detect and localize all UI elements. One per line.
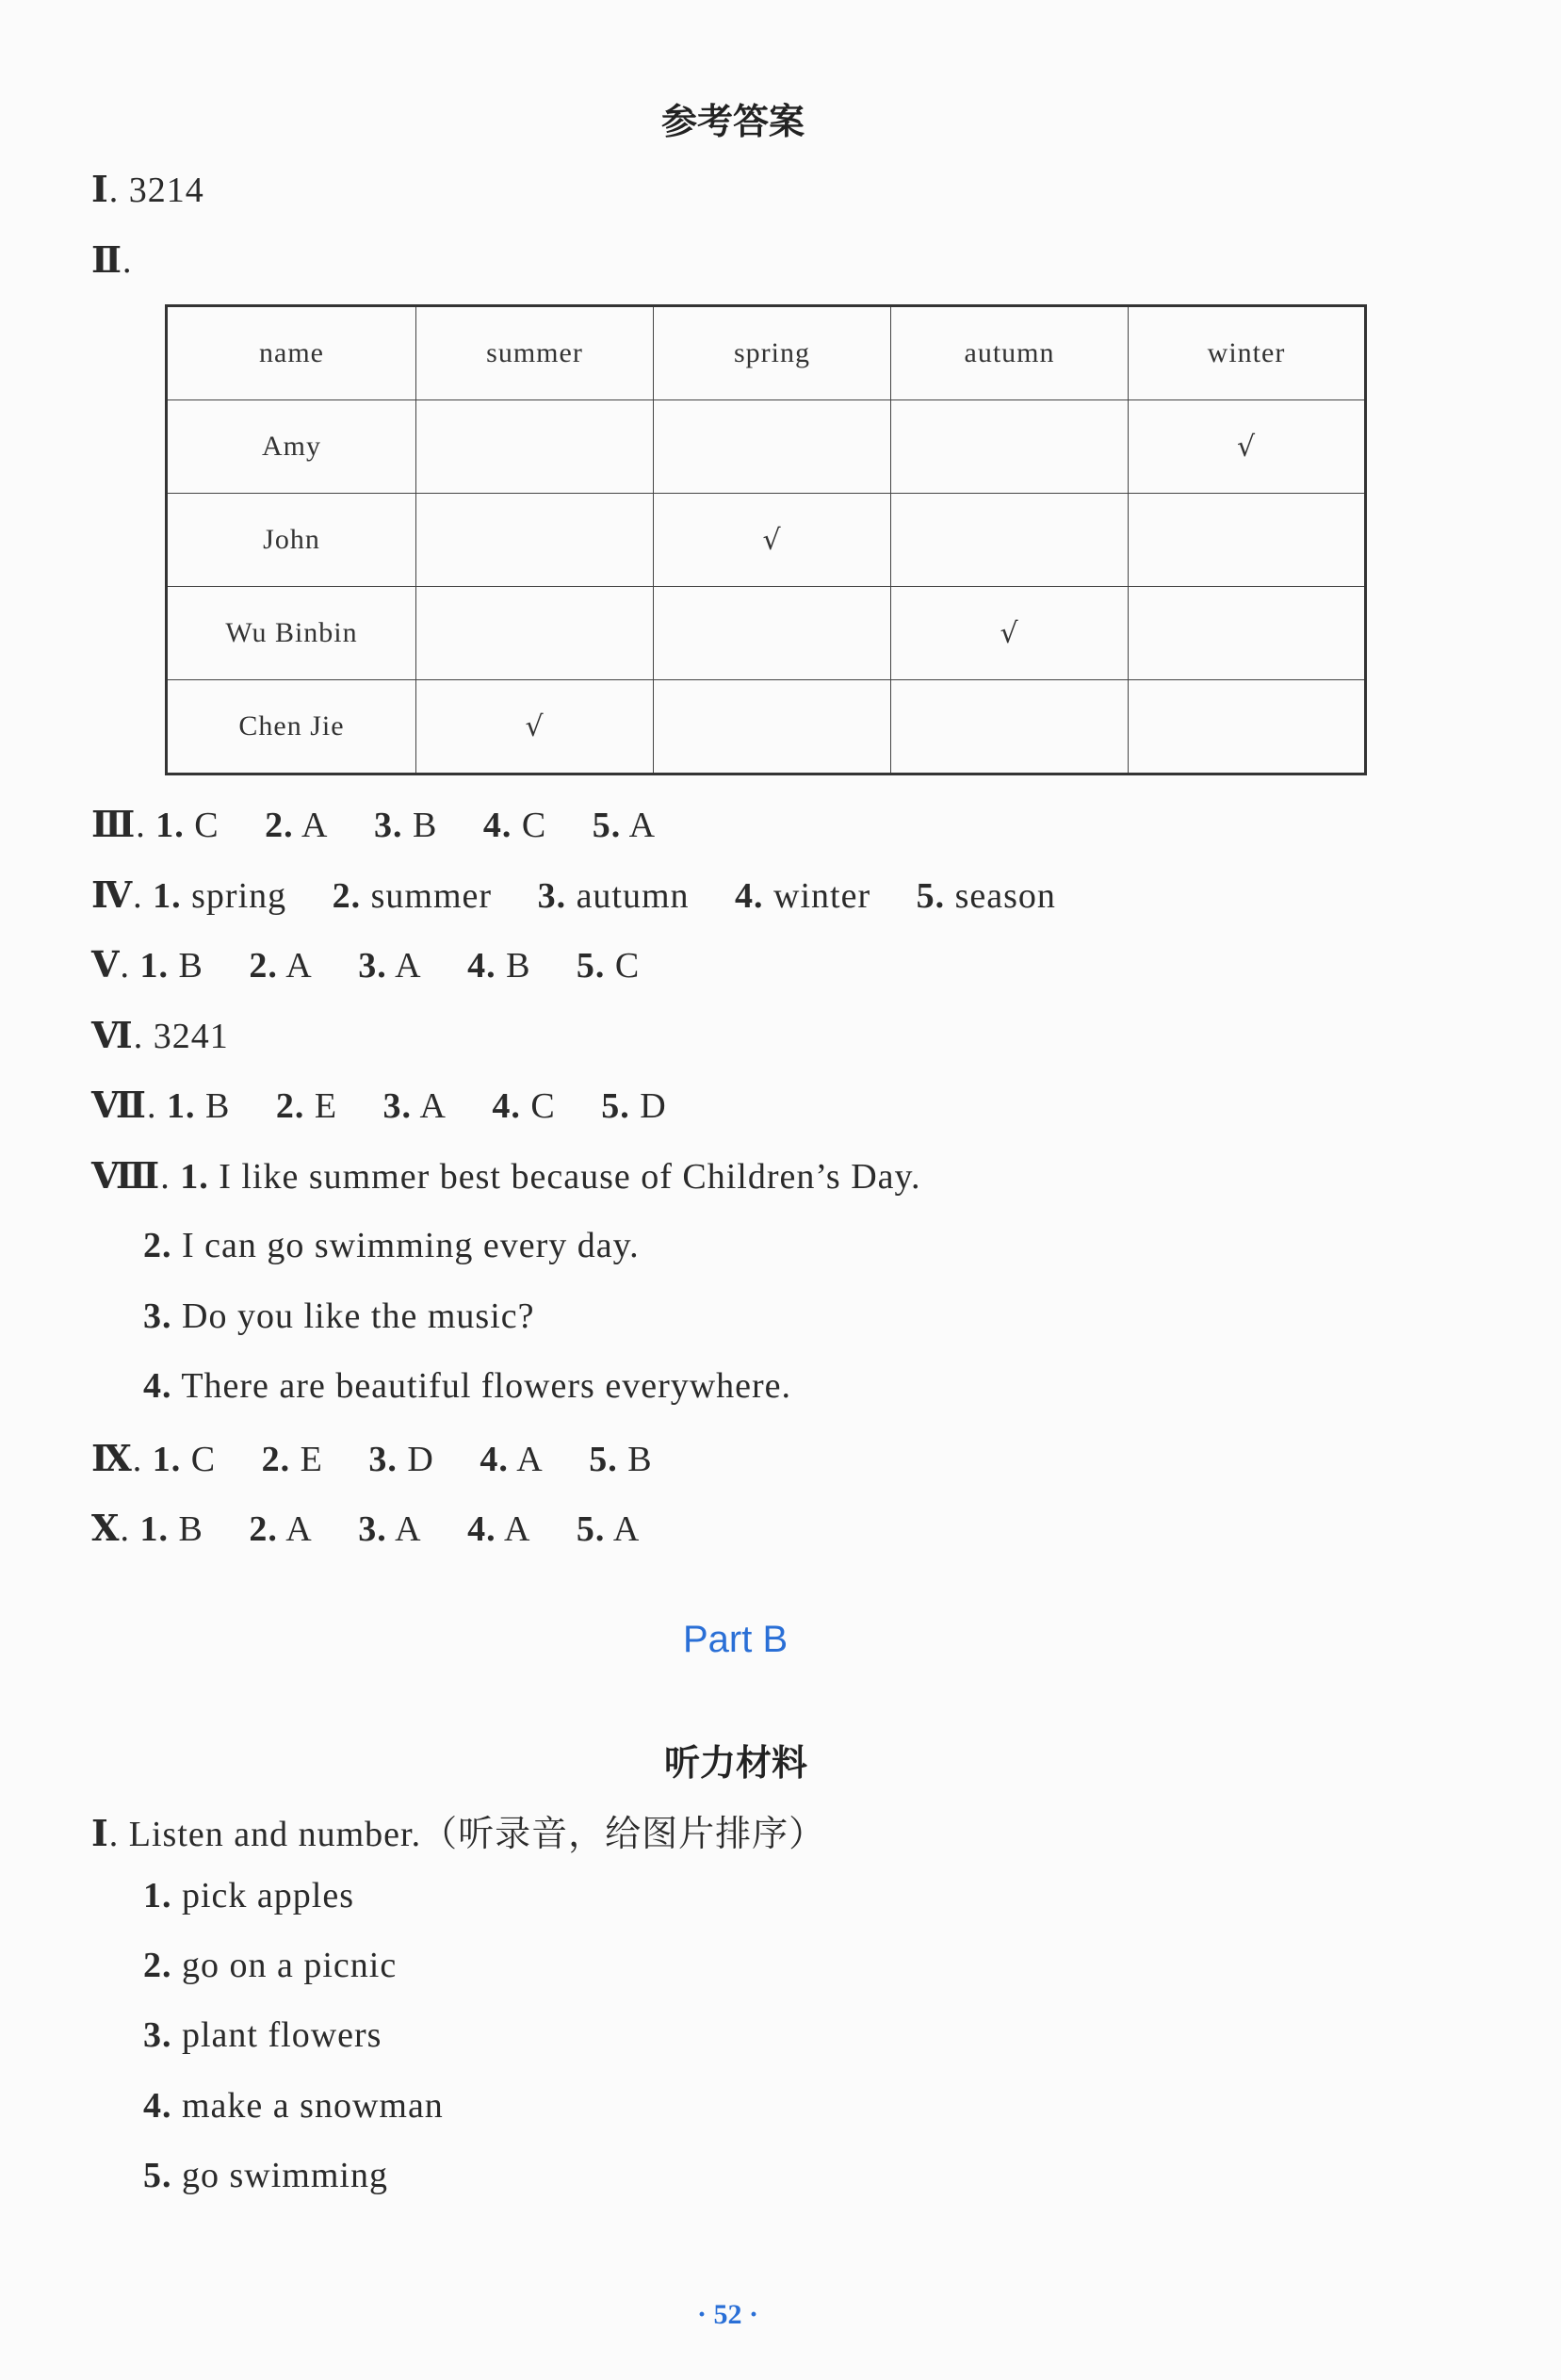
table-cell-name: Chen Jie bbox=[167, 680, 416, 774]
table-cell bbox=[891, 400, 1129, 494]
section-numeral: Ⅶ bbox=[91, 1084, 147, 1126]
section-numeral: Ⅴ bbox=[91, 943, 121, 986]
table-header: spring bbox=[654, 306, 891, 400]
sentence-text: I like summer best because of Children’s Day. bbox=[219, 1157, 921, 1197]
answer-value: E bbox=[300, 1440, 323, 1479]
answer-value: D bbox=[640, 1086, 667, 1126]
table-cell bbox=[1129, 680, 1366, 774]
section-numeral: Ⅰ bbox=[91, 168, 109, 210]
table-header: winter bbox=[1129, 306, 1366, 400]
sentence-text: Do you like the music? bbox=[182, 1296, 535, 1336]
answer-value: A bbox=[628, 806, 657, 845]
table-row bbox=[167, 400, 1366, 494]
answer-number: 3 bbox=[368, 1440, 388, 1479]
answer-value: C bbox=[521, 806, 547, 845]
answer-number: 4 bbox=[482, 806, 502, 845]
page-title: 参考答案 bbox=[661, 101, 805, 142]
answer-value: C bbox=[530, 1086, 556, 1126]
list-item: 4. make a snowman bbox=[143, 2086, 444, 2126]
sentence-text: I can go swimming every day. bbox=[182, 1226, 640, 1265]
season-table bbox=[165, 304, 1367, 775]
answer-number: 4 bbox=[492, 1086, 512, 1126]
table-cell: √ bbox=[654, 494, 891, 587]
section-numeral: Ⅲ bbox=[91, 803, 137, 845]
sentence-number: 2 bbox=[143, 1226, 162, 1265]
list-item: 5. go swimming bbox=[143, 2156, 388, 2195]
answer-section-4: Ⅳ. 1. spring 2. summer 3. autumn 4. winter 5. season bbox=[91, 873, 1056, 916]
answer-number: 5 bbox=[576, 1509, 595, 1549]
answer-number: 2 bbox=[332, 876, 351, 916]
table-row bbox=[167, 680, 1366, 774]
answer-value: B bbox=[178, 1509, 203, 1549]
answer-number: 3 bbox=[537, 876, 557, 916]
section-numeral: Ⅳ bbox=[91, 873, 134, 916]
answer-value: summer bbox=[370, 876, 493, 916]
answer-section-10: Ⅹ. 1. B 2. A 3. A 4. A 5. A bbox=[91, 1507, 641, 1549]
answer-number: 2 bbox=[249, 946, 268, 986]
sentence-number: 3 bbox=[143, 1296, 162, 1336]
answer-value: C bbox=[194, 806, 220, 845]
answer-value: A bbox=[395, 1509, 422, 1549]
answer-number: 3 bbox=[374, 806, 393, 845]
sentence-text: There are beautiful flowers everywhere. bbox=[181, 1366, 792, 1406]
table-cell bbox=[416, 494, 654, 587]
answer-number: 5 bbox=[916, 876, 935, 916]
answer-value: A bbox=[503, 1509, 531, 1549]
table-cell bbox=[1129, 494, 1366, 587]
listening-section-1: Ⅰ. Listen and number.（听录音，给图片排序） bbox=[91, 1812, 826, 1854]
section-numeral: Ⅱ bbox=[91, 238, 123, 281]
item-number: 2 bbox=[143, 1946, 162, 1985]
section-numeral: Ⅵ bbox=[91, 1014, 134, 1056]
table-row bbox=[167, 494, 1366, 587]
table-cell bbox=[654, 680, 891, 774]
answer-section-3: Ⅲ. 1. C 2. A 3. B 4. C 5. A bbox=[91, 803, 657, 845]
answer-number: 1 bbox=[153, 876, 172, 916]
table-row bbox=[167, 587, 1366, 680]
answer-section-2: Ⅱ. bbox=[91, 238, 133, 281]
section-numeral: Ⅰ bbox=[91, 1812, 109, 1854]
table-header: name bbox=[167, 306, 416, 400]
sentence-line: 2. I can go swimming every day. bbox=[143, 1226, 640, 1265]
sentence-number: 4 bbox=[143, 1366, 162, 1406]
answer-value: autumn bbox=[576, 876, 690, 916]
item-text: pick apples bbox=[182, 1876, 355, 1915]
table-cell: √ bbox=[891, 587, 1129, 680]
table-cell-name: Wu Binbin bbox=[167, 587, 416, 680]
part-b-heading: Part B bbox=[683, 1619, 789, 1660]
answer-section-7: Ⅶ. 1. B 2. E 3. A 4. C 5. D bbox=[91, 1084, 667, 1126]
answer-value: B bbox=[178, 946, 203, 986]
section-heading: Listen and number.（听录音，给图片排序） bbox=[128, 1815, 826, 1854]
answer-value: A bbox=[395, 946, 422, 986]
answer-section-5: Ⅴ. 1. B 2. A 3. A 4. B 5. C bbox=[91, 943, 641, 986]
answer-number: 1 bbox=[152, 1440, 171, 1479]
answer-value: A bbox=[419, 1086, 447, 1126]
answer-number: 2 bbox=[275, 1086, 295, 1126]
item-number: 3 bbox=[143, 2015, 162, 2055]
item-text: make a snowman bbox=[182, 2086, 444, 2126]
answer-value: B bbox=[204, 1086, 231, 1126]
item-text: plant flowers bbox=[182, 2015, 382, 2055]
section-numeral: Ⅹ bbox=[91, 1507, 121, 1549]
answer-number: 5 bbox=[589, 1440, 609, 1479]
answer-value: A bbox=[516, 1440, 544, 1479]
answer-value: E bbox=[314, 1086, 338, 1126]
answer-value: B bbox=[413, 806, 438, 845]
answer-value: A bbox=[285, 946, 313, 986]
answer-section-9: Ⅸ. 1. C 2. E 3. D 4. A 5. B bbox=[91, 1437, 653, 1479]
answer-section-8: Ⅷ. 1. I like summer best because of Children’s Day. bbox=[91, 1154, 921, 1197]
table-cell bbox=[416, 587, 654, 680]
page-number-value: 52 bbox=[713, 2299, 742, 2330]
answer-value: spring bbox=[191, 876, 287, 916]
section-answer: 3241 bbox=[153, 1017, 229, 1056]
answer-number: 1 bbox=[166, 1086, 186, 1126]
listening-material-title: 听力材料 bbox=[664, 1742, 808, 1784]
answer-number: 3 bbox=[382, 1086, 402, 1126]
answer-number: 4 bbox=[735, 876, 755, 916]
table-cell bbox=[1129, 587, 1366, 680]
answer-number: 4 bbox=[480, 1440, 499, 1479]
answer-number: 3 bbox=[358, 1509, 378, 1549]
sentence-number: 1 bbox=[180, 1157, 200, 1197]
answer-number: 2 bbox=[265, 806, 285, 845]
answer-value: B bbox=[506, 946, 531, 986]
answer-number: 2 bbox=[261, 1440, 281, 1479]
table-cell bbox=[654, 587, 891, 680]
item-text: go on a picnic bbox=[182, 1946, 398, 1985]
table-header: summer bbox=[416, 306, 654, 400]
answer-value: winter bbox=[773, 876, 871, 916]
answer-value: A bbox=[301, 806, 329, 845]
table-cell bbox=[891, 494, 1129, 587]
answer-value: B bbox=[627, 1440, 653, 1479]
item-number: 1 bbox=[143, 1876, 162, 1915]
answer-number: 4 bbox=[467, 1509, 487, 1549]
answer-value: A bbox=[285, 1509, 313, 1549]
answer-number: 5 bbox=[601, 1086, 621, 1126]
sentence-line: 4. There are beautiful flowers everywhere. bbox=[143, 1366, 792, 1406]
section-numeral: Ⅸ bbox=[91, 1437, 133, 1479]
item-text: go swimming bbox=[182, 2156, 388, 2195]
table-cell: √ bbox=[416, 680, 654, 774]
table-cell-name: Amy bbox=[167, 400, 416, 494]
item-number: 4 bbox=[143, 2086, 162, 2126]
table-header-row bbox=[167, 306, 1366, 400]
answer-number: 5 bbox=[592, 806, 611, 845]
section-answer: 3214 bbox=[128, 171, 204, 210]
answer-number: 1 bbox=[139, 1509, 159, 1549]
section-numeral: Ⅷ bbox=[91, 1154, 161, 1197]
answer-value: D bbox=[407, 1440, 434, 1479]
answer-value: C bbox=[614, 946, 641, 986]
answer-number: 3 bbox=[358, 946, 378, 986]
answer-value: C bbox=[190, 1440, 217, 1479]
answer-number: 1 bbox=[139, 946, 159, 986]
answer-section-1: Ⅰ. 3214 bbox=[91, 168, 204, 210]
table-cell: √ bbox=[1129, 400, 1366, 494]
answer-number: 2 bbox=[249, 1509, 268, 1549]
item-number: 5 bbox=[143, 2156, 162, 2195]
table-cell bbox=[416, 400, 654, 494]
table-cell bbox=[654, 400, 891, 494]
sentence-line: 3. Do you like the music? bbox=[143, 1296, 535, 1336]
answer-number: 5 bbox=[576, 946, 595, 986]
table-header: autumn bbox=[891, 306, 1129, 400]
answer-value: season bbox=[954, 876, 1056, 916]
answer-value: A bbox=[612, 1509, 641, 1549]
table-cell bbox=[891, 680, 1129, 774]
list-item: 2. go on a picnic bbox=[143, 1946, 398, 1985]
answer-number: 4 bbox=[467, 946, 487, 986]
page-number: · 52 · bbox=[697, 2299, 759, 2330]
list-item: 3. plant flowers bbox=[143, 2015, 382, 2055]
answer-number: 1 bbox=[155, 806, 175, 845]
answer-section-6: Ⅵ. 3241 bbox=[91, 1014, 229, 1056]
table-cell-name: John bbox=[167, 494, 416, 587]
list-item: 1. pick apples bbox=[143, 1876, 355, 1915]
